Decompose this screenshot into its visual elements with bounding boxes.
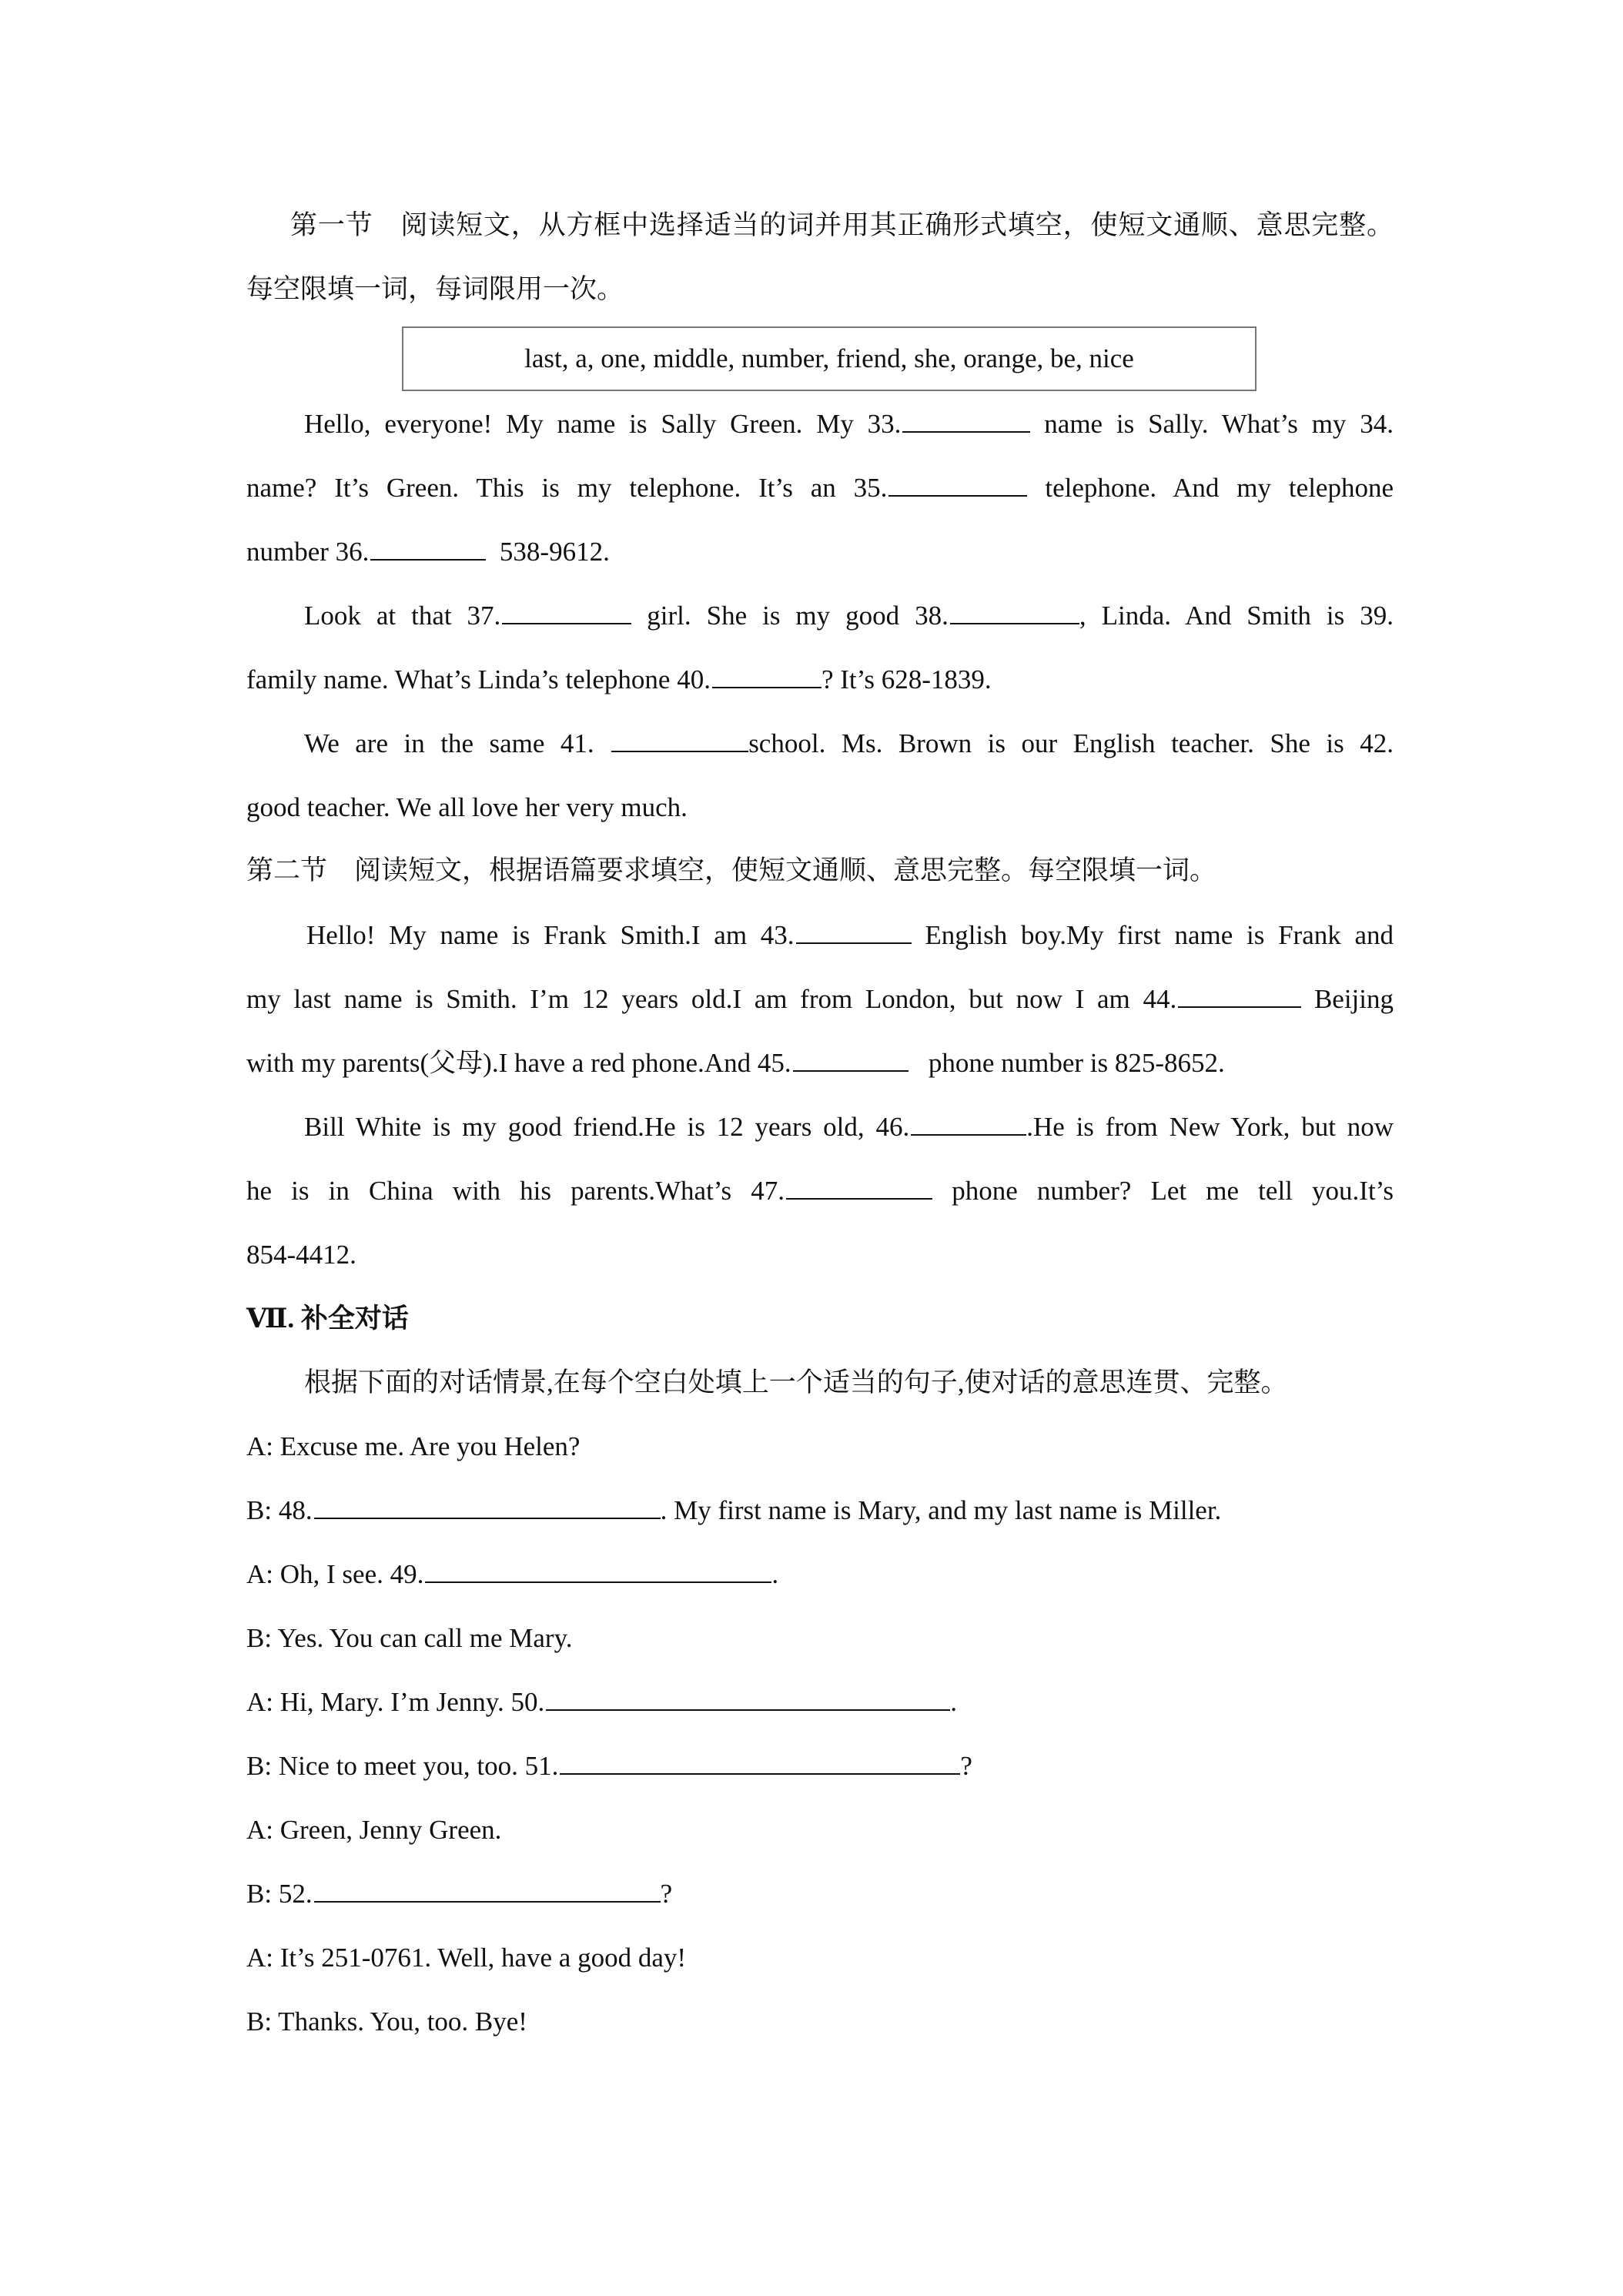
blank-41[interactable] xyxy=(611,728,748,752)
blank-50[interactable] xyxy=(546,1686,950,1711)
passage3-line2: good teacher. We all love her very much. xyxy=(246,792,688,822)
passage1-line1: Hello, everyone! My name is Sally Green. My 33. name is Sally. What’s my 34. xyxy=(304,409,1394,439)
dialogue-line-8: B: 52. ? xyxy=(246,1879,673,1909)
passage2-line2: family name. What’s Linda’s telephone 40. ? It’s 628-1839. xyxy=(246,664,992,694)
blank-46[interactable] xyxy=(911,1111,1026,1136)
blank-49[interactable] xyxy=(425,1558,771,1583)
dialogue-line-5: A: Hi, Mary. I’m Jenny. 50. . xyxy=(246,1687,957,1717)
blank-48[interactable] xyxy=(314,1494,661,1519)
blank-52[interactable] xyxy=(314,1878,661,1903)
passage5-line3: 854-4412. xyxy=(246,1240,356,1270)
dialogue-line-9: A: It’s 251-0761. Well, have a good day! xyxy=(246,1943,687,1973)
passage1-line2: name? It’s Green. This is my telephone. It’s an 35. telephone. And my telephone xyxy=(246,473,1394,503)
passage4-line1: Hello! My name is Frank Smith.I am 43. English boy.My first name is Frank and xyxy=(306,920,1394,950)
blank-51[interactable] xyxy=(560,1750,960,1775)
dialogue-line-7: A: Green, Jenny Green. xyxy=(246,1815,502,1845)
passage5-line2: he is in China with his parents.What’s 47. phone number? Let me tell you.It’s xyxy=(246,1176,1394,1206)
blank-36[interactable] xyxy=(370,536,486,561)
section1-instruction-line2: 每空限填一词，每词限用一次。 xyxy=(246,274,624,304)
dialogue-line-1: A: Excuse me. Are you Helen? xyxy=(246,1431,581,1461)
blank-35[interactable] xyxy=(888,472,1027,497)
section1-instruction-line1: 第一节 阅读短文，从方框中选择适当的词并用其正确形式填空，使短文通顺、意思完整。 xyxy=(290,210,1394,240)
passage2-line1: Look at that 37. girl. She is my good 38. , Linda. And Smith is 39. xyxy=(304,601,1394,631)
blank-38[interactable] xyxy=(950,600,1079,624)
passage4-line2: my last name is Smith. I’m 12 years old.I am from London, but now I am 44. Beijing xyxy=(246,984,1394,1014)
section7-instruction: 根据下面的对话情景,在每个空白处填上一个适当的句子,使对话的意思连贯、完整。 xyxy=(304,1367,1288,1397)
dialogue-line-6: B: Nice to meet you, too. 51. ? xyxy=(246,1751,972,1781)
passage1-line3: number 36. 538-9612. xyxy=(246,537,610,567)
dialogue-line-4: B: Yes. You can call me Mary. xyxy=(246,1623,573,1653)
blank-44[interactable] xyxy=(1178,983,1301,1008)
section7-heading: Ⅶ. 补全对话 xyxy=(246,1304,409,1334)
dialogue-line-10: B: Thanks. You, too. Bye! xyxy=(246,2006,527,2037)
blank-40[interactable] xyxy=(712,664,822,688)
passage5-line1: Bill White is my good friend.He is 12 years old, 46. .He is from New York, but now xyxy=(304,1112,1394,1142)
passage4-line3: with my parents(父母).I have a red phone.And 45. phone number is 825-8652. xyxy=(246,1048,1225,1078)
blank-43[interactable] xyxy=(796,919,912,944)
word-box-text: last, a, one, middle, number, friend, she, orange, be, nice xyxy=(524,343,1134,373)
dialogue-line-3: A: Oh, I see. 49. . xyxy=(246,1559,779,1589)
word-box xyxy=(402,326,1257,391)
dialogue-line-2: B: 48. . My first name is Mary, and my last name is Miller. xyxy=(246,1495,1222,1525)
blank-45[interactable] xyxy=(793,1047,909,1072)
section2-instruction: 第二节 阅读短文，根据语篇要求填空，使短文通顺、意思完整。每空限填一词。 xyxy=(246,855,1217,885)
passage3-line1: We are in the same 41. school. Ms. Brown is our English teacher. She is 42. xyxy=(304,728,1394,758)
blank-37[interactable] xyxy=(502,600,631,624)
blank-33[interactable] xyxy=(902,408,1030,433)
blank-47[interactable] xyxy=(786,1175,932,1200)
